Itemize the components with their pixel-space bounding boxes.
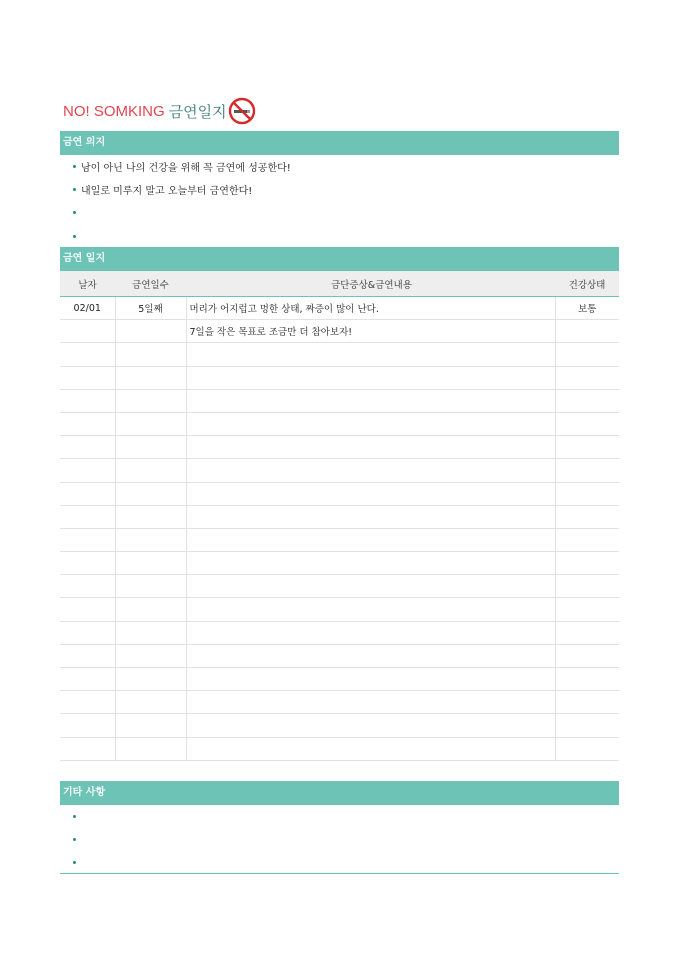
bullet-icon — [73, 815, 76, 818]
cell-date — [60, 482, 115, 505]
cell-days — [115, 505, 186, 528]
table-row — [60, 668, 619, 691]
cell-days — [115, 320, 186, 343]
cell-date — [60, 691, 115, 714]
cell-days — [115, 691, 186, 714]
bottom-divider — [60, 873, 619, 874]
cell-days — [115, 644, 186, 667]
bullet-icon — [73, 235, 76, 238]
cell-days — [115, 668, 186, 691]
cell-health — [555, 714, 619, 737]
cell-date — [60, 598, 115, 621]
cell-health — [555, 482, 619, 505]
table-row — [60, 482, 619, 505]
cell-content — [186, 389, 555, 412]
cell-health — [555, 575, 619, 598]
bullet-icon — [73, 838, 76, 841]
col-content-header: 금단증상&금연내용 — [186, 271, 555, 297]
cell-content — [186, 691, 555, 714]
log-table — [60, 271, 619, 761]
bullet-item — [60, 805, 619, 828]
title-english: NO! SOMKING — [63, 102, 165, 120]
cell-content — [186, 482, 555, 505]
table-row — [60, 575, 619, 598]
table-row — [60, 644, 619, 667]
cell-content — [186, 575, 555, 598]
table-row — [60, 412, 619, 435]
cell-health — [555, 691, 619, 714]
table-row — [60, 528, 619, 551]
table-row — [60, 389, 619, 412]
cell-days — [115, 575, 186, 598]
bullet-text: 남이 아닌 나의 건강을 위해 꼭 금연에 성공한다! — [81, 163, 291, 175]
cell-date — [60, 575, 115, 598]
title-korean: 금연일지 — [168, 102, 227, 121]
col-days-header: 금연일수 — [115, 271, 186, 297]
bullet-icon — [73, 211, 76, 214]
cell-date — [60, 436, 115, 459]
col-date-header: 날자 — [60, 271, 115, 297]
table-row — [60, 552, 619, 575]
cell-content: 머리가 어지럽고 멍한 상태, 짜증이 많이 난다. — [186, 297, 555, 320]
cell-days — [115, 436, 186, 459]
cell-health — [555, 528, 619, 551]
cell-date — [60, 505, 115, 528]
cell-date — [60, 366, 115, 389]
table-row — [60, 343, 619, 366]
cell-days — [115, 366, 186, 389]
cell-health — [555, 436, 619, 459]
cell-days — [115, 412, 186, 435]
cell-date — [60, 621, 115, 644]
cell-days — [115, 343, 186, 366]
resolution-list — [60, 155, 619, 248]
cell-date — [60, 528, 115, 551]
cell-date — [60, 552, 115, 575]
cell-content — [186, 528, 555, 551]
cell-date — [60, 459, 115, 482]
cell-health — [555, 366, 619, 389]
bullet-text: 내일로 미루지 말고 오늘부터 금연한다! — [81, 186, 253, 198]
cell-days — [115, 621, 186, 644]
cell-health — [555, 343, 619, 366]
cell-health — [555, 412, 619, 435]
log-header-row — [60, 271, 619, 297]
cell-date — [60, 644, 115, 667]
cell-health — [555, 552, 619, 575]
cell-days — [115, 552, 186, 575]
table-row — [60, 621, 619, 644]
cell-content — [186, 598, 555, 621]
cell-content — [186, 552, 555, 575]
cell-health — [555, 598, 619, 621]
cell-content — [186, 714, 555, 737]
table-row — [60, 320, 619, 343]
bullet-item — [60, 225, 619, 248]
cell-days: 5일째 — [115, 297, 186, 320]
cell-date — [60, 714, 115, 737]
bullet-icon — [73, 188, 76, 191]
bullet-item — [60, 155, 619, 178]
cell-content — [186, 343, 555, 366]
cell-content — [186, 737, 555, 760]
bullet-item — [60, 178, 619, 201]
cell-health — [555, 668, 619, 691]
bullet-item — [60, 851, 619, 874]
resolution-heading: 금연 의지 — [60, 131, 619, 155]
cell-date — [60, 737, 115, 760]
cell-date — [60, 343, 115, 366]
table-row — [60, 598, 619, 621]
cell-content — [186, 459, 555, 482]
cell-days — [115, 737, 186, 760]
cell-date: 02/01 — [60, 297, 115, 320]
bullet-item — [60, 828, 619, 851]
table-row — [60, 297, 619, 320]
cell-days — [115, 482, 186, 505]
cell-health — [555, 320, 619, 343]
cell-days — [115, 389, 186, 412]
table-row — [60, 714, 619, 737]
cell-health — [555, 389, 619, 412]
cell-health — [555, 737, 619, 760]
bullet-icon — [73, 861, 76, 864]
table-row — [60, 737, 619, 760]
cell-content — [186, 505, 555, 528]
cell-health — [555, 621, 619, 644]
cell-date — [60, 320, 115, 343]
cell-content: 7일을 작은 목표로 조금만 더 참아보자! — [186, 320, 555, 343]
cell-content — [186, 644, 555, 667]
cell-date — [60, 412, 115, 435]
table-row — [60, 691, 619, 714]
cell-days — [115, 459, 186, 482]
cell-date — [60, 389, 115, 412]
bullet-item — [60, 201, 619, 224]
log-heading: 금연 일지 — [60, 247, 619, 271]
cell-health — [555, 459, 619, 482]
no-smoking-icon — [228, 97, 256, 125]
cell-content — [186, 366, 555, 389]
cell-days — [115, 714, 186, 737]
cell-content — [186, 621, 555, 644]
bullet-icon — [73, 165, 76, 168]
cell-content — [186, 668, 555, 691]
etc-list — [60, 805, 619, 875]
table-row — [60, 505, 619, 528]
cell-health — [555, 505, 619, 528]
cell-days — [115, 598, 186, 621]
cell-content — [186, 436, 555, 459]
page-title — [63, 96, 256, 126]
etc-heading: 기타 사항 — [60, 781, 619, 805]
cell-date — [60, 668, 115, 691]
cell-health: 보통 — [555, 297, 619, 320]
col-health-header: 건강상태 — [555, 271, 619, 297]
cell-content — [186, 412, 555, 435]
table-row — [60, 436, 619, 459]
table-row — [60, 459, 619, 482]
cell-days — [115, 528, 186, 551]
table-row — [60, 366, 619, 389]
cell-health — [555, 644, 619, 667]
